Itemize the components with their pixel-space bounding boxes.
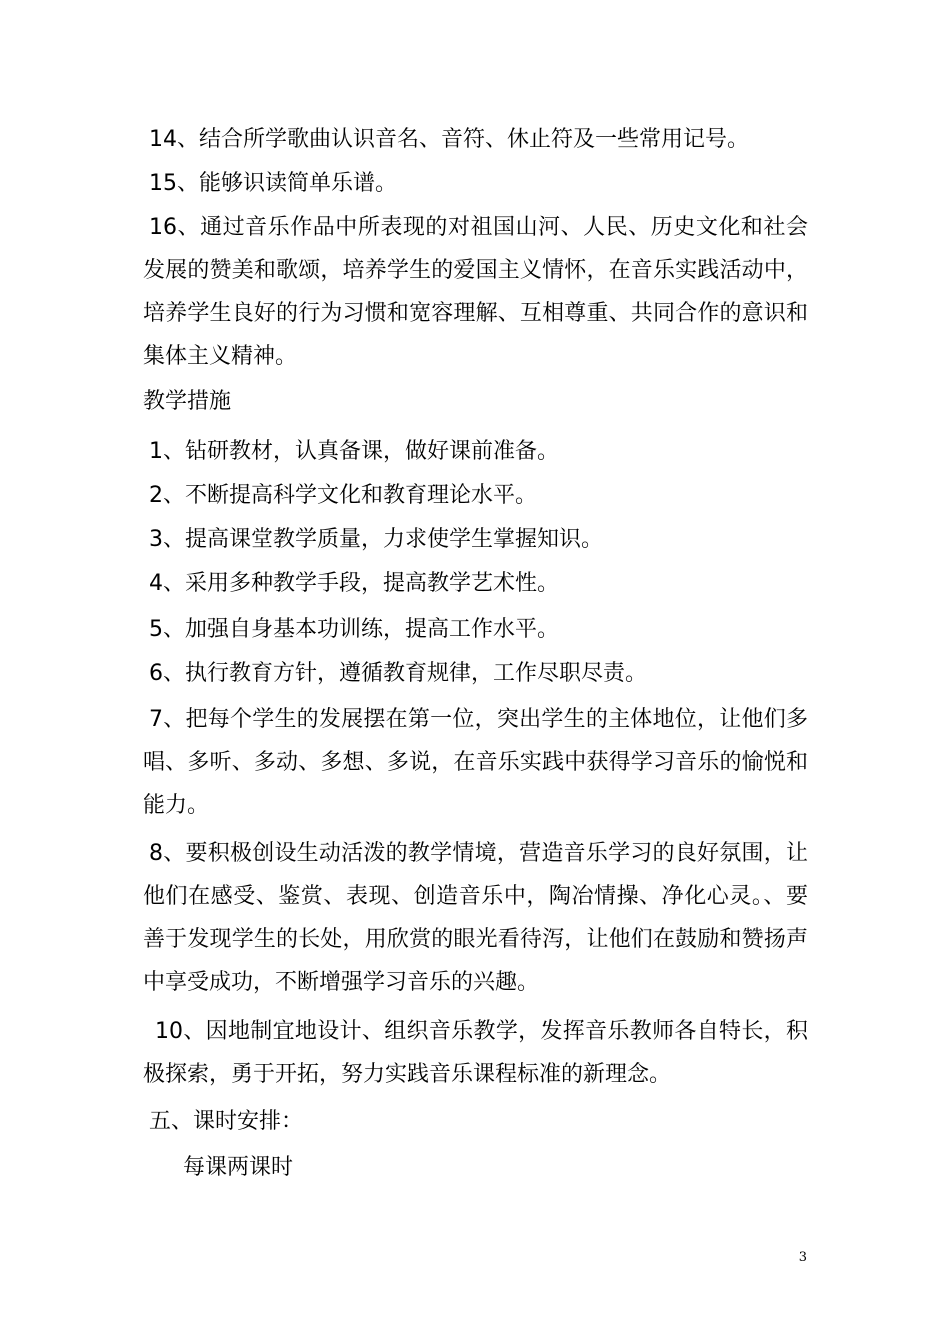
measure-7: 7、把每个学生的发展摆在第一位，突出学生的主体地位，让他们多唱、多听、多动、多想、多说，在音乐实践中获得学习音乐的愉悦和能力。 xyxy=(143,707,808,818)
item-14: 14、结合所学歌曲认识音名、音符、休止符及一些常用记号。 xyxy=(149,127,749,152)
measure-4: 4、采用多种教学手段，提高教学艺术性。 xyxy=(149,571,559,596)
measure-10: 10、因地制宜地设计、组织音乐教学，发挥音乐教师各自特长，积极探索，勇于开拓，努力实践音乐课程标准的新理念。 xyxy=(143,1019,808,1087)
section-heading-class-hours: 五、课时安排： xyxy=(149,1109,304,1134)
section-heading-teaching-measures: 教学措施 xyxy=(143,389,232,414)
measure-2: 2、不断提高科学文化和教育理论水平。 xyxy=(149,483,537,508)
measure-5: 5、加强自身基本功训练，提高工作水平。 xyxy=(149,617,559,642)
measure-8: 8、要积极创设生动活泼的教学情境，营造音乐学习的良好氛围，让他们在感受、鉴赏、表现、创造音乐中，陶冶情操、净化心灵。、要善于发现学生的长处，用欣赏的眼光看待泻，让他们在鼓励和赞扬声中享受成功，不断增强学习音乐的兴趣。 xyxy=(143,841,808,995)
item-16: 16、通过音乐作品中所表现的对祖国山河、人民、历史文化和社会发展的赞美和歌颂，培养学生的爱国主义情怀，在音乐实践活动中，培养学生良好的行为习惯和宽容理解、互相尊重、共同合作的意识和集体主义精神。 xyxy=(143,215,808,369)
measure-6: 6、执行教育方针，遵循教育规律，工作尽职尽责。 xyxy=(149,661,647,686)
item-15: 15、能够识读简单乐谱。 xyxy=(149,171,397,196)
class-hours-detail: 每课两课时 xyxy=(183,1155,294,1180)
measure-3: 3、提高课堂教学质量，力求使学生掌握知识。 xyxy=(149,527,603,552)
page-number: 3 xyxy=(798,1250,807,1265)
measure-1: 1、钻研教材，认真备课，做好课前准备。 xyxy=(149,439,559,464)
